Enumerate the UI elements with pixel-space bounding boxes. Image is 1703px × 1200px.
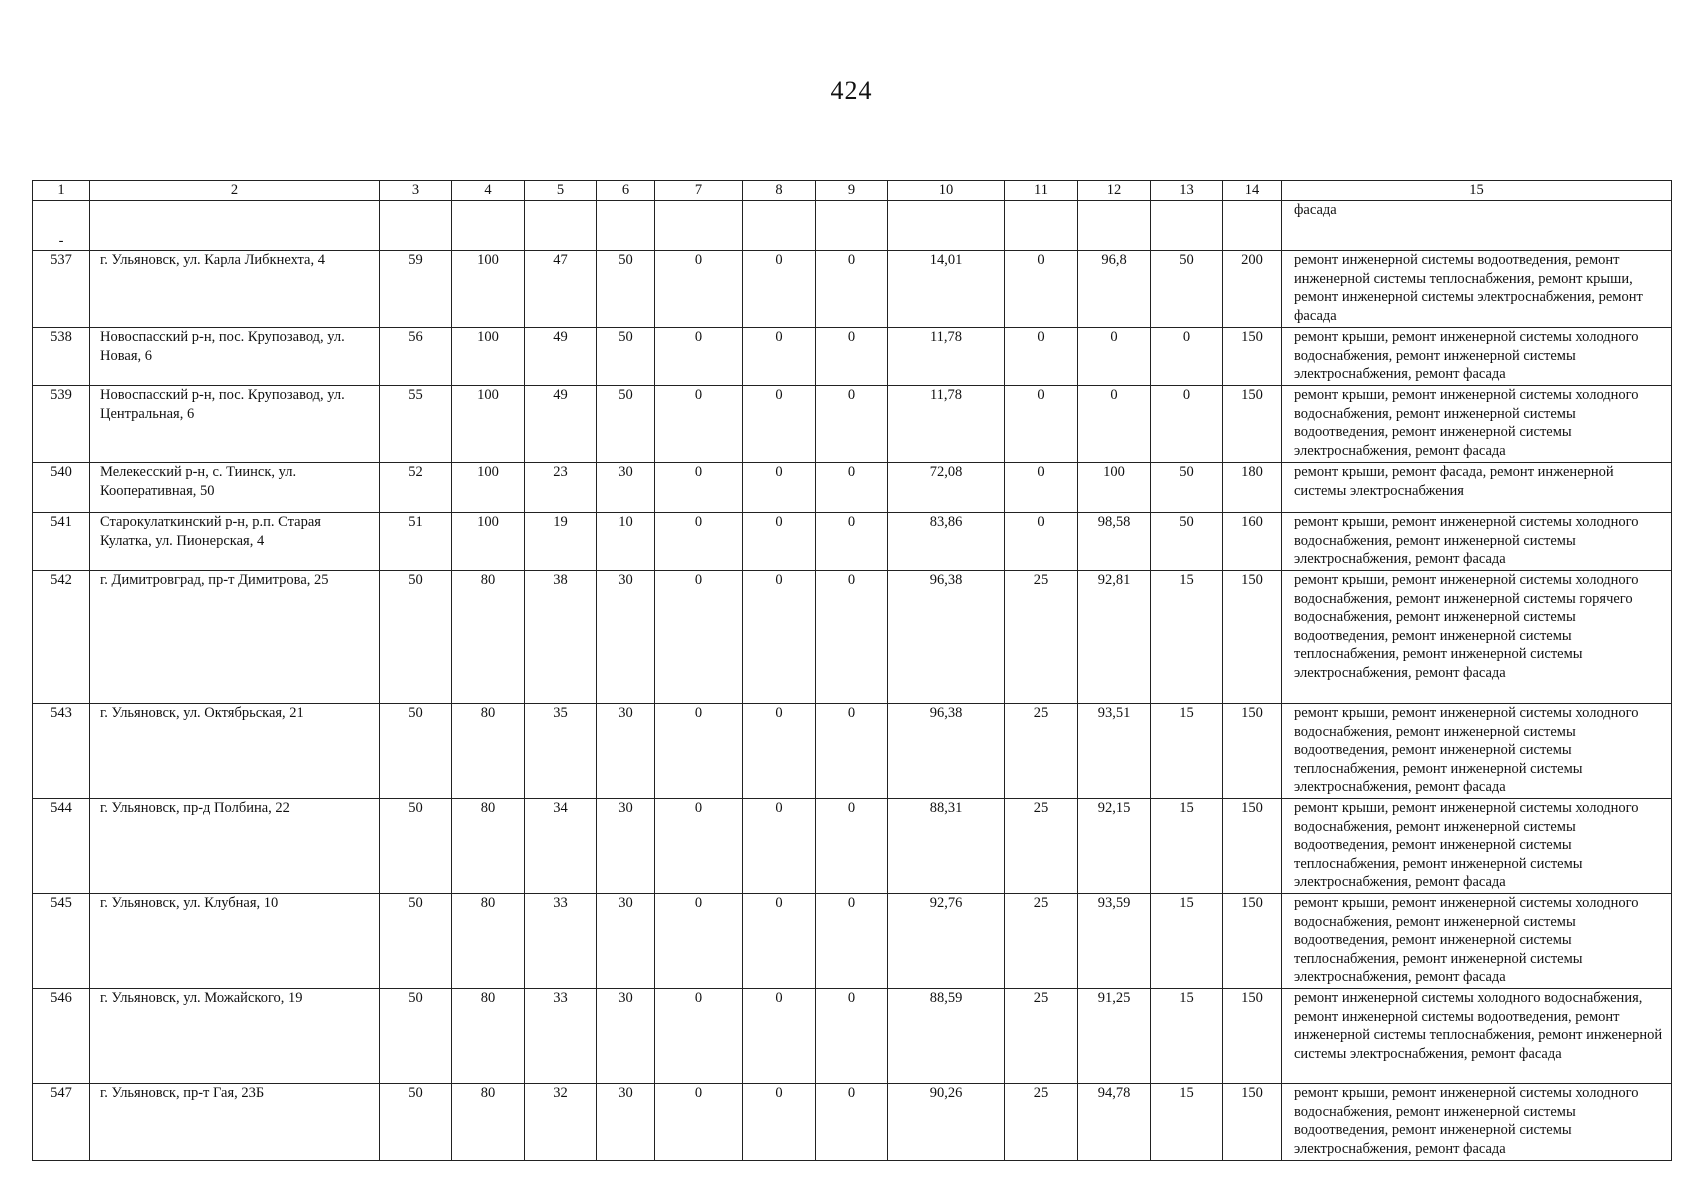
value-cell: 91,25	[1078, 989, 1151, 1084]
works-cell: фасада	[1282, 201, 1672, 251]
column-header: 12	[1078, 181, 1151, 201]
table-cell	[655, 201, 743, 251]
value-cell: 96,8	[1078, 251, 1151, 328]
value-cell: 14,01	[888, 251, 1005, 328]
table-cell	[597, 201, 655, 251]
address-cell: г. Ульяновск, ул. Клубная, 10	[90, 894, 380, 989]
value-cell: 50	[1151, 463, 1223, 513]
value-cell: 80	[452, 799, 525, 894]
value-cell: 25	[1005, 799, 1078, 894]
address-cell: г. Димитровград, пр-т Димитрова, 25	[90, 571, 380, 704]
value-cell: 0	[743, 463, 816, 513]
value-cell: 180	[1223, 463, 1282, 513]
works-cell: ремонт крыши, ремонт инженерной системы холодного водоснабжения, ремонт инженерной системы водоотведения, ремонт инженерной системы теплоснабжения, ремонт инженерной системы электроснабжения, ремонт фасада	[1282, 894, 1672, 989]
value-cell: 30	[597, 989, 655, 1084]
value-cell: 94,78	[1078, 1084, 1151, 1161]
value-cell: 100	[1078, 463, 1151, 513]
value-cell: 0	[816, 799, 888, 894]
continuation-row	[33, 201, 1672, 251]
value-cell: 25	[1005, 704, 1078, 799]
value-cell: 0	[816, 894, 888, 989]
value-cell: 50	[380, 989, 452, 1084]
value-cell: 88,59	[888, 989, 1005, 1084]
table-row	[33, 571, 1672, 704]
value-cell: 0	[743, 989, 816, 1084]
value-cell: 0	[1078, 386, 1151, 463]
works-cell: ремонт крыши, ремонт инженерной системы холодного водоснабжения, ремонт инженерной системы горячего водоснабжения, ремонт инженерной системы водоотведения, ремонт инженерной системы теплоснабжения, ремонт инженерной системы электроснабжения, ремонт фасада	[1282, 571, 1672, 704]
value-cell: 38	[525, 571, 597, 704]
value-cell: 0	[1005, 513, 1078, 571]
value-cell: 15	[1151, 894, 1223, 989]
value-cell: 25	[1005, 989, 1078, 1084]
row-number-cell: 543	[33, 704, 90, 799]
column-header: 8	[743, 181, 816, 201]
value-cell: 0	[655, 513, 743, 571]
address-cell: г. Ульяновск, пр-т Гая, 23Б	[90, 1084, 380, 1161]
value-cell: 55	[380, 386, 452, 463]
table-row	[33, 251, 1672, 328]
value-cell: 50	[597, 328, 655, 386]
repair-register-table	[32, 180, 1672, 1161]
table-cell	[888, 201, 1005, 251]
column-header: 4	[452, 181, 525, 201]
value-cell: 15	[1151, 704, 1223, 799]
row-number-cell: 542	[33, 571, 90, 704]
table-cell	[380, 201, 452, 251]
table-row	[33, 799, 1672, 894]
value-cell: 100	[452, 513, 525, 571]
value-cell: 0	[816, 463, 888, 513]
address-cell: Новоспасский р-н, пос. Крупозавод, ул. Центральная, 6	[90, 386, 380, 463]
value-cell: 0	[1151, 328, 1223, 386]
value-cell: 11,78	[888, 328, 1005, 386]
value-cell: 92,15	[1078, 799, 1151, 894]
value-cell: 34	[525, 799, 597, 894]
table-row	[33, 328, 1672, 386]
column-header: 7	[655, 181, 743, 201]
value-cell: 33	[525, 989, 597, 1084]
value-cell: 15	[1151, 799, 1223, 894]
page-number: 424	[830, 76, 873, 105]
column-header: 3	[380, 181, 452, 201]
value-cell: 92,81	[1078, 571, 1151, 704]
value-cell: 10	[597, 513, 655, 571]
column-header: 1	[33, 181, 90, 201]
value-cell: 150	[1223, 328, 1282, 386]
works-cell: ремонт крыши, ремонт фасада, ремонт инженерной системы электроснабжения	[1282, 463, 1672, 513]
value-cell: 33	[525, 894, 597, 989]
table-cell	[452, 201, 525, 251]
value-cell: 80	[452, 704, 525, 799]
value-cell: 50	[380, 704, 452, 799]
value-cell: 0	[816, 1084, 888, 1161]
works-cell: ремонт инженерной системы холодного водоснабжения, ремонт инженерной системы водоотведения, ремонт инженерной системы теплоснабжения, ремонт инженерной системы электроснабжения, ремонт фасада	[1282, 989, 1672, 1084]
value-cell: 0	[655, 1084, 743, 1161]
value-cell: 150	[1223, 386, 1282, 463]
value-cell: 50	[380, 894, 452, 989]
value-cell: 0	[816, 989, 888, 1084]
value-cell: 0	[816, 704, 888, 799]
value-cell: 0	[1078, 328, 1151, 386]
value-cell: 0	[655, 328, 743, 386]
value-cell: 15	[1151, 989, 1223, 1084]
value-cell: 50	[1151, 513, 1223, 571]
works-cell: ремонт крыши, ремонт инженерной системы холодного водоснабжения, ремонт инженерной системы электроснабжения, ремонт фасада	[1282, 513, 1672, 571]
value-cell: 49	[525, 328, 597, 386]
address-cell: Мелекесский р-н, с. Тиинск, ул. Кооперативная, 50	[90, 463, 380, 513]
table-cell	[90, 201, 380, 251]
table-cell	[816, 201, 888, 251]
table-row	[33, 894, 1672, 989]
value-cell: 0	[816, 251, 888, 328]
value-cell: 30	[597, 1084, 655, 1161]
value-cell: 0	[743, 894, 816, 989]
table-cell	[1078, 201, 1151, 251]
value-cell: 59	[380, 251, 452, 328]
column-header: 6	[597, 181, 655, 201]
value-cell: 30	[597, 571, 655, 704]
row-number-cell: 541	[33, 513, 90, 571]
value-cell: 0	[655, 894, 743, 989]
value-cell: 49	[525, 386, 597, 463]
column-number-header-row	[33, 181, 1672, 201]
column-header: 2	[90, 181, 380, 201]
address-cell: Старокулаткинский р-н, р.п. Старая Кулатка, ул. Пионерская, 4	[90, 513, 380, 571]
table-cell	[1005, 201, 1078, 251]
value-cell: 0	[655, 989, 743, 1084]
address-cell: г. Ульяновск, ул. Карла Либкнехта, 4	[90, 251, 380, 328]
row-number-cell: 540	[33, 463, 90, 513]
works-cell: ремонт крыши, ремонт инженерной системы холодного водоснабжения, ремонт инженерной системы водоотведения, ремонт инженерной системы теплоснабжения, ремонт инженерной системы электроснабжения, ремонт фасада	[1282, 799, 1672, 894]
value-cell: 0	[655, 704, 743, 799]
value-cell: 150	[1223, 799, 1282, 894]
value-cell: 0	[1005, 328, 1078, 386]
address-cell: Новоспасский р-н, пос. Крупозавод, ул. Новая, 6	[90, 328, 380, 386]
value-cell: 47	[525, 251, 597, 328]
value-cell: 150	[1223, 1084, 1282, 1161]
table-cell	[525, 201, 597, 251]
value-cell: 15	[1151, 571, 1223, 704]
value-cell: 50	[380, 1084, 452, 1161]
value-cell: 50	[380, 799, 452, 894]
value-cell: 0	[743, 328, 816, 386]
works-cell: ремонт крыши, ремонт инженерной системы холодного водоснабжения, ремонт инженерной системы водоотведения, ремонт инженерной системы электроснабжения, ремонт фасада	[1282, 386, 1672, 463]
value-cell: 83,86	[888, 513, 1005, 571]
column-header: 11	[1005, 181, 1078, 201]
value-cell: 150	[1223, 894, 1282, 989]
column-header: 15	[1282, 181, 1672, 201]
value-cell: 56	[380, 328, 452, 386]
value-cell: 100	[452, 463, 525, 513]
value-cell: 50	[1151, 251, 1223, 328]
value-cell: 30	[597, 463, 655, 513]
value-cell: 0	[743, 571, 816, 704]
row-number-cell: 544	[33, 799, 90, 894]
table-row	[33, 463, 1672, 513]
value-cell: 80	[452, 989, 525, 1084]
row-number-cell: 538	[33, 328, 90, 386]
value-cell: 100	[452, 386, 525, 463]
value-cell: 50	[597, 251, 655, 328]
table-row	[33, 704, 1672, 799]
value-cell: 25	[1005, 1084, 1078, 1161]
value-cell: 0	[743, 1084, 816, 1161]
value-cell: 0	[655, 571, 743, 704]
value-cell: 11,78	[888, 386, 1005, 463]
table-cell	[1223, 201, 1282, 251]
row-number-cell: 539	[33, 386, 90, 463]
value-cell: 0	[816, 513, 888, 571]
value-cell: 0	[1005, 463, 1078, 513]
value-cell: 30	[597, 894, 655, 989]
value-cell: 35	[525, 704, 597, 799]
value-cell: 30	[597, 799, 655, 894]
column-header: 14	[1223, 181, 1282, 201]
value-cell: 92,76	[888, 894, 1005, 989]
value-cell: 30	[597, 704, 655, 799]
value-cell: 0	[1005, 251, 1078, 328]
table-cell	[743, 201, 816, 251]
table-body	[33, 181, 1672, 1161]
value-cell: 0	[816, 571, 888, 704]
value-cell: 0	[816, 386, 888, 463]
column-header: 10	[888, 181, 1005, 201]
value-cell: 150	[1223, 704, 1282, 799]
value-cell: 50	[380, 571, 452, 704]
table-row	[33, 989, 1672, 1084]
value-cell: 19	[525, 513, 597, 571]
value-cell: 51	[380, 513, 452, 571]
value-cell: 0	[816, 328, 888, 386]
value-cell: 96,38	[888, 704, 1005, 799]
table-row	[33, 513, 1672, 571]
works-cell: ремонт инженерной системы водоотведения, ремонт инженерной системы теплоснабжения, ремонт крыши, ремонт инженерной системы электроснабжения, ремонт фасада	[1282, 251, 1672, 328]
value-cell: 98,58	[1078, 513, 1151, 571]
value-cell: 50	[597, 386, 655, 463]
works-cell: ремонт крыши, ремонт инженерной системы холодного водоснабжения, ремонт инженерной системы электроснабжения, ремонт фасада	[1282, 328, 1672, 386]
row-number-cell: 537	[33, 251, 90, 328]
value-cell: 96,38	[888, 571, 1005, 704]
value-cell: 0	[655, 251, 743, 328]
value-cell: 25	[1005, 894, 1078, 989]
value-cell: 0	[655, 386, 743, 463]
value-cell: 90,26	[888, 1084, 1005, 1161]
row-number-cell: 546	[33, 989, 90, 1084]
value-cell: 52	[380, 463, 452, 513]
works-cell: ремонт крыши, ремонт инженерной системы холодного водоснабжения, ремонт инженерной системы водоотведения, ремонт инженерной системы теплоснабжения, ремонт инженерной системы электроснабжения, ремонт фасада	[1282, 704, 1672, 799]
value-cell: 0	[743, 704, 816, 799]
address-cell: г. Ульяновск, ул. Октябрьская, 21	[90, 704, 380, 799]
table-row	[33, 386, 1672, 463]
column-header: 5	[525, 181, 597, 201]
value-cell: 0	[655, 799, 743, 894]
value-cell: 0	[1005, 386, 1078, 463]
value-cell: 80	[452, 894, 525, 989]
value-cell: 23	[525, 463, 597, 513]
value-cell: 100	[452, 251, 525, 328]
value-cell: 0	[1151, 386, 1223, 463]
value-cell: 88,31	[888, 799, 1005, 894]
value-cell: 0	[743, 386, 816, 463]
column-header: 9	[816, 181, 888, 201]
value-cell: 0	[743, 799, 816, 894]
continuation-dash: -	[33, 201, 90, 251]
value-cell: 0	[743, 513, 816, 571]
value-cell: 150	[1223, 989, 1282, 1084]
value-cell: 100	[452, 328, 525, 386]
address-cell: г. Ульяновск, пр-д Полбина, 22	[90, 799, 380, 894]
value-cell: 25	[1005, 571, 1078, 704]
value-cell: 93,59	[1078, 894, 1151, 989]
column-header: 13	[1151, 181, 1223, 201]
value-cell: 200	[1223, 251, 1282, 328]
value-cell: 0	[655, 463, 743, 513]
value-cell: 160	[1223, 513, 1282, 571]
row-number-cell: 547	[33, 1084, 90, 1161]
table-row	[33, 1084, 1672, 1161]
table-cell	[1151, 201, 1223, 251]
value-cell: 80	[452, 571, 525, 704]
value-cell: 80	[452, 1084, 525, 1161]
value-cell: 150	[1223, 571, 1282, 704]
value-cell: 93,51	[1078, 704, 1151, 799]
address-cell: г. Ульяновск, ул. Можайского, 19	[90, 989, 380, 1084]
value-cell: 15	[1151, 1084, 1223, 1161]
value-cell: 72,08	[888, 463, 1005, 513]
works-cell: ремонт крыши, ремонт инженерной системы холодного водоснабжения, ремонт инженерной системы водоотведения, ремонт инженерной системы электроснабжения, ремонт фасада	[1282, 1084, 1672, 1161]
row-number-cell: 545	[33, 894, 90, 989]
value-cell: 0	[743, 251, 816, 328]
value-cell: 32	[525, 1084, 597, 1161]
